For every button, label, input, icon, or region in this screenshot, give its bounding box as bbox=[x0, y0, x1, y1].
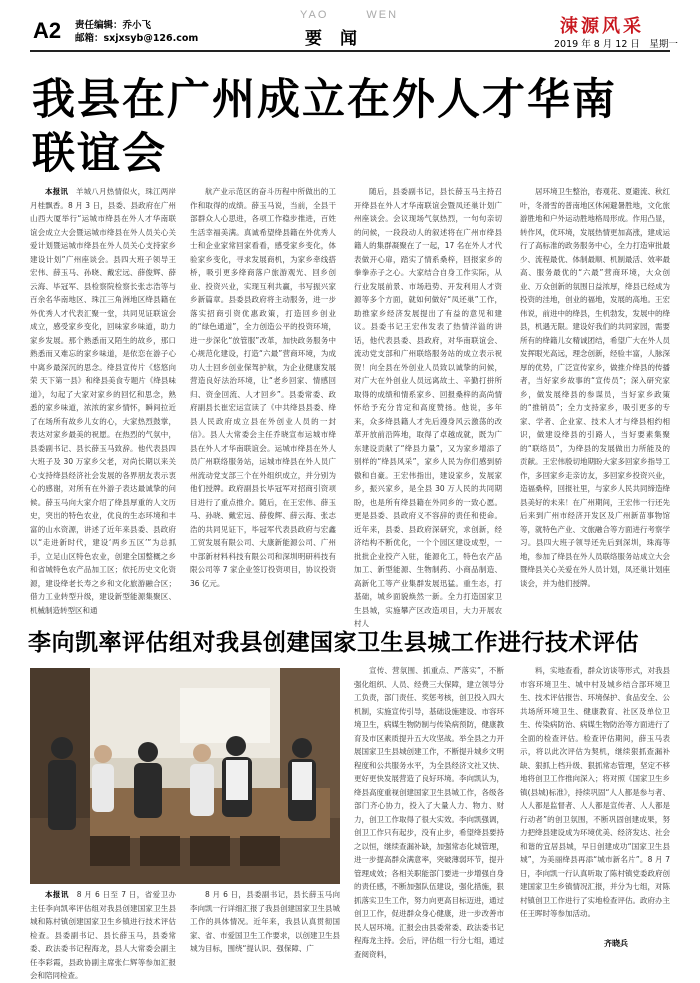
article1-headline-line1: 我县在广州成立在外人才华南 bbox=[32, 75, 617, 125]
article1-column-1 bbox=[30, 185, 176, 615]
editor-name: 责任编辑：乔小飞 bbox=[75, 20, 152, 31]
article2-column-4 bbox=[520, 664, 670, 934]
section-title: 要闻 bbox=[305, 29, 375, 49]
article1-headline-line2: 联谊会 bbox=[32, 129, 167, 179]
section-pinyin-1: YAO bbox=[300, 9, 329, 21]
article2-col3-text: 宣传、营氛围、抓重点、严落实”，不断强化组织、人员、经费三大保障，建立领导分工负责，部门责任、奖惩考核，创卫投入四大机制，实施宣传引导，基础设施建设、市容环境卫生，病媒生物防制与传染病预防，健康教育及市区素质提升五大攻坚战。举全县之力开展国家卫生县城创建工作，不断提升城乡文明程度和公共服务水平，为全县经济文社又快、更好更快发展营造了良好环境。李向凯认为，绛县高度重视创建国家卫生县城工作，各级各部门齐心协力，投入了大量人力、物力、财力，创卫工作取得了很大实效。李向凯强调，创卫工作只有起步，没有止步，希望绛县要持之以恒，继续查漏补缺，加强常态化城管理，进一步提高群众满意率，突破薄弱环节，提升管理成效；各相关职能部门要进一步增强自身的责任感，不断加强队伍建设，强化措施，狠抓落实卫生工作，努力向更高目标迈进，通过创卫工作，促进群众身心健康，进一步改善市民人居环境。汇报会由县委常委、政法委书记程海龙主持。会后，评估组一行分七组，通过查阅资料， bbox=[354, 666, 504, 959]
issue-date: 2019 年 8 月 12 日 星期一 bbox=[554, 39, 678, 50]
article2-lead: 本报讯 bbox=[45, 890, 69, 899]
article2-column-2 bbox=[190, 888, 340, 978]
article1-lead: 本报讯 bbox=[45, 187, 69, 196]
editor-info bbox=[75, 19, 198, 45]
article2-column-1 bbox=[30, 888, 176, 978]
article2-col4-text: 料，实地查看，群众访谈等形式，对我县市容环境卫生、城中村及城乡结合部环境卫生、技术评估报告、环境保护、食品安全、公共场所环境卫生、健康教育、社区及单位卫生、传染病防治、病媒生物防治等方面进行了全面的检查评估。检查评估期间，薛玉马表示，将以此次评估为契机，继续狠抓查漏补缺、狠抓上档升级、狠抓常态管理，坚定不移地将创卫工作推向深入；将对照《国家卫生乡镇(县城)标准》，持续巩固“人人都是参与者、人人都是监督者、人人都是宣传者、人人都是行动者”的创卫氛围，不断巩固创建成果，努力把绛县建设成为环境优美、经济发达、社会和谐的宜居县城，早日创建成功“国家卫生县城”，为美丽绛县再添“城市新名片”。8 月 7 日，李向凯一行认真听取了陈村镇党委政府创建国家卫生乡镇情况汇报，并分为七组，对陈村镇创卫工作进行了实地检查评估。政府办主任王晖时等参加活动。 bbox=[520, 666, 670, 918]
article1-column-3 bbox=[354, 185, 502, 628]
page-header bbox=[0, 0, 700, 50]
article2-column-3 bbox=[354, 664, 504, 976]
newspaper-brand: 涑源风采 bbox=[560, 16, 644, 37]
meeting-photo-illustration bbox=[30, 668, 340, 884]
article1-col2-text: 航产业示范区的奋斗历程中所做出的工作和取得的成绩。薛玉马说，当前，全县干部群众人心思进，各项工作稳步推进，百姓生活幸福美满。真诚希望绛县籍在外优秀人士和企业家常回家看看，感受家乡变化，体验家乡变化，寻求发展商机，为家乡牵线搭桥，吸引更多绛商落户旅游观光、回乡创业、投资兴业，实现互利共赢，书写振兴家乡新篇章。县委县政府将主动服务，进一步落实招商引资优惠政策，打造回乡创业的“绿色通道”，全力创造公平的投资环境，进一步深化“放管服”改革，加快政务服务中心规范化建设，打造“六最”营商环境，为成功人士回乡创业保驾护航，为企业健康发展营造良好法治环境，让“老乡回家、情感回归、资金回流、人才回乡”。县委常委、政府副县长崔宏运宣读了《中共绛县县委、绛县人民政府成立县在外创业人员的一封信》。县人大常委会主任乔晓宣布运城市绛县在外人才华南联谊会。运城市绛县在外人员广州联络服务站，运城市绛县在外人员广州流动党支部三个在外组织成立，并分别为他们授牌。政府副县长毕冠军对招商引资项目进行了重点推介。随后，在王宏伟、薛玉马、孙晓、戴宏远、薛俊辉、薛云海、张志浩的共同见证下，毕冠军代表县政府与宏鑫工贸发展有限公司、大康新能源公司、广州中部新材料科技有限公司和深圳明研科技有限公司等 7 家企业签订投资项目，协议投资 36 亿元。 bbox=[190, 187, 336, 588]
article2-author: 齐晓兵 bbox=[604, 939, 628, 948]
article2-col2-text: 8 月 6 日，县委副书记，县长薛玉马向李向凯一行详细汇报了我县创建国家卫生县城工作的具体情况。近年来，我县认真贯彻国家、省、市爱国卫生工作要求，以创建卫生县城为目标，围绕“提认识、强保障、广 bbox=[190, 890, 340, 953]
article1-col3-text: 随后，县委副书记，县长薛玉马主持召开绛县在外人才华南联谊会暨凤还巢计划广州座谈会。会议现场气氛热烈，一句句亲切的问候，一段段动人的叙述将在广州市绛县籍人的集群凝聚在了一起，17 名在外人才代表做开心扉，踏实了情系桑梓，回报家乡的拳拳赤子之心。大家结合自身工作实际，从行业发展前景、市场趋势、开发利用人才资源等多个方面，就如何做好“凤还巢”工作，助推家乡经济发展提出了有益的意见和建议。县委书记王宏伟发表了热情洋溢的讲话，他代表县委、县政府，对华南联谊会、流动党支部和广州联络服务站的成立表示祝贺！向全县在外创业人员致以诚挚的问候，对广大在外创业人员远离故土、辛勤打拼所取得的成绩和情系家乡、回报桑梓的高尚情怀给予充分肯定和高度赞扬。他说，多年来，众多绛县籍人才先后漫身风云激荡的改革开放前沿阵地，取得了卓越成就，既为广东建设贡献了“绛县力量”，又为家乡增添了别样的“绛县风采”，家乡人民为你们感到骄傲和自豪。王宏伟指出，建设家乡，发展家乡，振兴家乡，是全县 30 万人民的共同期盼，也是所有绛县籍在外同乡的一致心愿。更是县委、县政府义不容辞的责任和使命。近年来，县委、县政府深研究，求创新，经济结构不断优化，一个个园区建设成型，一批批企业投产入驻，能源化工，特色农产品加工、新型能源、生物制药、小商品制造、高新化工等产业集群发展迅猛。重生态，打基础，城乡面貌焕然一新。全力打造国家卫生县城，实施攀产区改造项目，大力开展农村人 bbox=[354, 187, 502, 628]
section-pinyin-2: WEN bbox=[366, 9, 399, 21]
article1-col4-text: 居环境卫生整治，春观花、夏避流、秋红叶，冬滑雪的普南地区休闲避暑胜地，文化旅游胜地和户外运动胜地格局形成。作用凸显，转作风，优环境，发展热情更加高涨，建成运行了高标准的政务服务中心，全力打造审批最少、流程最优、体制最顺、机制最活、效率最高、服务最优的“六最”营商环境，大众创业、万众创新的氛围日益浓厚，绛县已经成为投资的洼地，创业的福地，发展的高地。王宏伟说，前进中的绛县，生机勃发，发展中的绛县，机遇无限。建设好我们的共同家园，需要所有的绛籍儿女精诚团结，希望广大在外人员发挥眼光高远，理念创新，经验丰富，人脉深厚的优势，广泛宣传家乡，做推介绛县的传播者，当好家乡故事的“宣传员”；深入研究家乡，做发展绛县的参谋员，当好家乡政策的“推销员”；全力支持家乡，吸引更多的专家、学者、企业家、技术人才与绛县相约相识，做建设绛县的引路人，当好要素集聚的“联络员”，为绛县的发展做出力所能及的贡献。王宏伟殷切地期盼大家多回家乡指导工作，多回家乡走亲访友，多回家乡投资兴业，造福桑梓，回报社里，与家乡人民共同缔造绛县美好的未来！在广州期间，王宏伟一行还先后来到广州市经济开发区及广州新苗事物馆等，就特色产业、文旅融合等方面进行考察学习。县四大班子领导还先后到深圳，珠海等地，参加了绛县在外人员联络服务站成立大会暨绛县关心关爱在外人员计划，凤还巢计划座谈会，并为他们授牌。 bbox=[520, 187, 670, 588]
article1-column-2 bbox=[190, 185, 336, 610]
article2-headline: 李向凯率评估组对我县创建国家卫生县城工作进行技术评估 bbox=[28, 630, 639, 656]
header-rule bbox=[30, 50, 670, 52]
editor-email: 邮箱：sxjxsyb@126.com bbox=[75, 33, 199, 44]
article1-column-4 bbox=[520, 185, 670, 610]
article2-col1-text: 8 月 6 日至 7 日，省爱卫办主任李向凯率评估组对我县创建国家卫生县城和陈村镇创建国家卫生乡镇进行技术评估检查。县委副书记、县长薛玉马，县委常委、政法委书记程海龙，县人大常委会副主任李彩霞，县政协副主席张仁辉等参加汇报会和陪同检查。 bbox=[30, 890, 176, 980]
page-number: A2 bbox=[33, 18, 62, 43]
meeting-photo bbox=[30, 668, 340, 884]
section-pinyin bbox=[300, 9, 436, 21]
article1-col1-text: 羊城八月热情似火，珠江两岸月桂飘香。8 月 3 日，县委、县政府在广州山西大厦举行“运城市绛县在外人才华南联谊会成立大会暨运城市绛县在外人员关心关爱计划暨运城市绛县在外人员关心支持家乡建设计划”广州座谈会。县四大班子领导王宏伟、薛玉马、孙晓、戴宏远、薛俊辉、薛云海、毕冠军、县检察院检察长张志浩等与百余名华南地区、珠江三角洲地区绛县籍在外优秀人才代表汇聚一堂，共同见证联谊会成立，感受家乡变化，回味家乡味道，助力家乡发展。那个熟悉而又陌生的故乡，那口熟悉而又难忘的家乡味道，是依恋在游子心中离乡最深沉的思念。绛县宣传片《悠悠向荣 天下第一县》和绛县美食专题片《绛县味道》，勾起了大家对家乡的回忆和思念，熟悉的家乡味道，浓浓的家乡情怀，瞬间拉近了在场所有故乡儿女的心，大家热烈鼓掌，表达对家乡最美的祝愿。在热烈的气氛中，县委副书记、县长薛玉马致辞。他代表县四大班子及 30 万家乡父老，对尚长期以来关心支持绛县经济社会发展的各界朋友表示衷心的感谢，对所有在外游子表达最诚挚的问候。薛玉马向大家介绍了绛县厚重的人文历史，突出的特色农业，优良的生态环境和丰富的山水资源，讲述了近年来县委、县政府以“走进新时代，建设‘两乡五区’”为总抓手，立足山区特色农业，创建全国整概之乡和省城特色农产品加工区；依托历史文化资源，建设绛老长寿之乡和文化旅游融合区；借力工业转型升级，建设新型能源集聚区、机械制造转型区和通 bbox=[30, 187, 176, 615]
article1-headline bbox=[32, 73, 682, 181]
